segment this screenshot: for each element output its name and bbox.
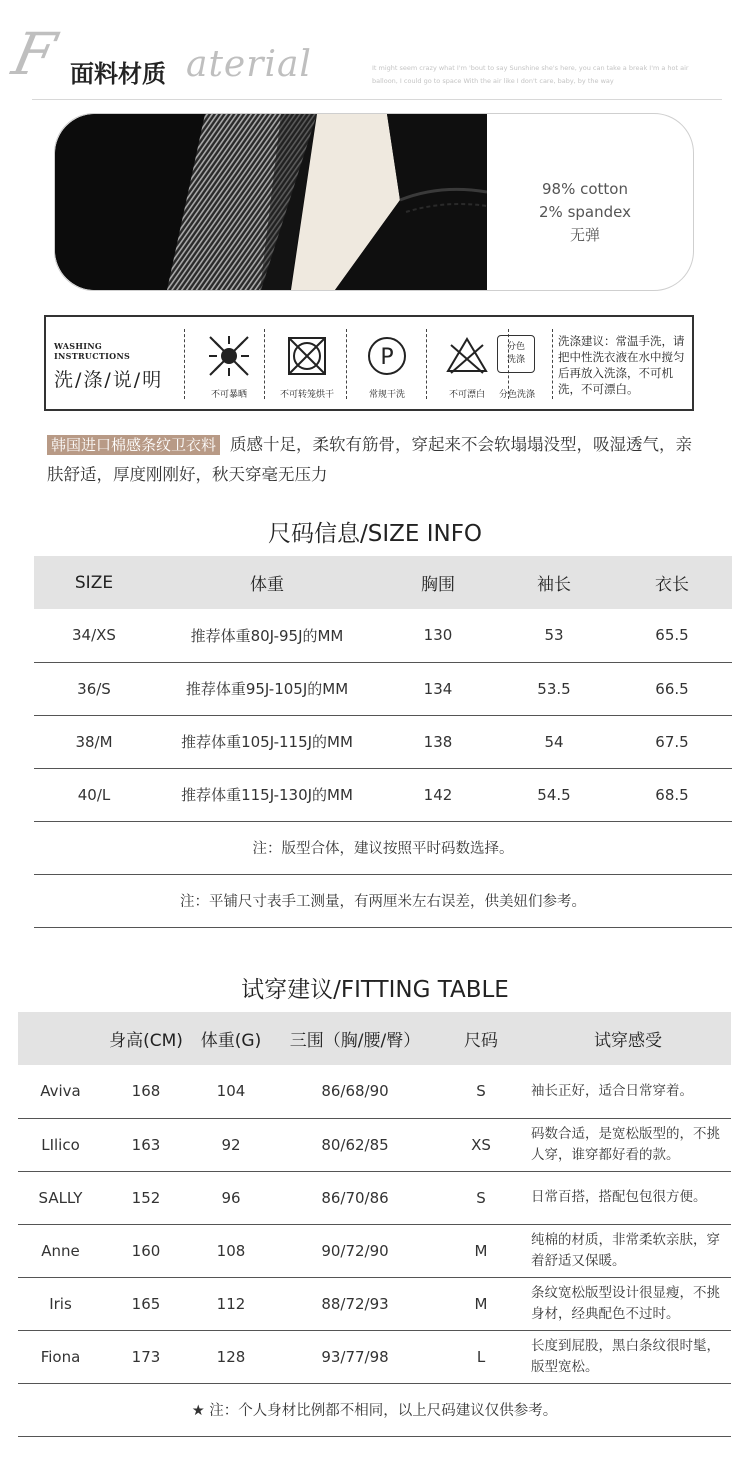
cell: Iris bbox=[18, 1277, 103, 1330]
col-header: 体重(G) bbox=[189, 1012, 273, 1065]
table-row bbox=[18, 1171, 731, 1224]
description-text: 质感十足，柔软有筋骨，穿起来不会软塌塌没型，吸湿透气，亲肤舒适，厚度刚刚好，秋天穿毫无压力 bbox=[47, 435, 693, 484]
cell: 34/XS bbox=[34, 609, 154, 662]
cell: 168 bbox=[103, 1065, 189, 1118]
wash-separately-icon bbox=[497, 335, 535, 373]
fitting-table bbox=[18, 1012, 731, 1437]
cell: 90/72/90 bbox=[273, 1224, 437, 1277]
fabric-composition bbox=[515, 178, 655, 247]
no-sun-drying-icon bbox=[206, 333, 252, 379]
divider bbox=[346, 329, 347, 399]
fabric-panel bbox=[54, 113, 694, 291]
table-row bbox=[18, 1118, 731, 1171]
cell: 88/72/93 bbox=[273, 1277, 437, 1330]
divider bbox=[184, 329, 185, 399]
cell: 66.5 bbox=[612, 662, 732, 715]
cell: 173 bbox=[103, 1330, 189, 1383]
cell: 日常百搭，搭配包包很方便。 bbox=[525, 1171, 731, 1224]
cell: 推荐体重80J-95J的MM bbox=[154, 609, 380, 662]
divider bbox=[264, 329, 265, 399]
size-table bbox=[34, 556, 732, 928]
fitting-note: ★ 注：个人身材比例都不相同，以上尺码建议仅供参考。 bbox=[18, 1383, 731, 1436]
script-word: aterial bbox=[186, 44, 312, 85]
washing-title-cn: 洗/涤/说/明 bbox=[54, 369, 164, 391]
cell: 纯棉的材质，非常柔软亲肤，穿着舒适又保暖。 bbox=[525, 1224, 731, 1277]
wash-item-dryclean bbox=[350, 331, 424, 403]
wash-label: 分色洗涤 bbox=[498, 390, 535, 400]
cell: 152 bbox=[103, 1171, 189, 1224]
table-row bbox=[18, 1330, 731, 1383]
cell: 142 bbox=[380, 768, 496, 821]
header-divider bbox=[32, 99, 722, 100]
cell: 袖长正好，适合日常穿着。 bbox=[525, 1065, 731, 1118]
fabric-photo bbox=[55, 114, 487, 290]
col-header: 体重 bbox=[154, 556, 380, 609]
cell: 165 bbox=[103, 1277, 189, 1330]
cell: 40/L bbox=[34, 768, 154, 821]
table-row bbox=[34, 609, 732, 662]
cell: LIlico bbox=[18, 1118, 103, 1171]
cell: SALLY bbox=[18, 1171, 103, 1224]
header bbox=[0, 0, 750, 105]
cell: 53.5 bbox=[496, 662, 612, 715]
wash-label: 不可漂白 bbox=[448, 390, 485, 400]
note-row bbox=[34, 874, 732, 927]
size-note: 注：平铺尺寸表手工测量，有两厘米左右误差，供美妞们参考。 bbox=[34, 874, 732, 927]
cell: 65.5 bbox=[612, 609, 732, 662]
col-header: 三围（胸/腰/臀） bbox=[273, 1012, 437, 1065]
cell: 67.5 bbox=[612, 715, 732, 768]
fitting-title: 试穿建议/FITTING TABLE bbox=[241, 977, 509, 1003]
cell: 96 bbox=[189, 1171, 273, 1224]
cell: 长度到屁股，黑白条纹很时髦，版型宽松。 bbox=[525, 1330, 731, 1383]
table-row bbox=[18, 1224, 731, 1277]
section-title-material: 面料材质 bbox=[70, 60, 166, 88]
cell: 163 bbox=[103, 1118, 189, 1171]
fitting-table-header bbox=[18, 1012, 731, 1065]
table-row bbox=[34, 768, 732, 821]
cell: M bbox=[437, 1224, 525, 1277]
washing-title-en: WASHING INSTRUCTIONS bbox=[54, 341, 131, 361]
cell: 104 bbox=[189, 1065, 273, 1118]
cell: 138 bbox=[380, 715, 496, 768]
cell: 推荐体重115J-130J的MM bbox=[154, 768, 380, 821]
composition-cotton: 98% cotton bbox=[542, 180, 628, 198]
cell: 68.5 bbox=[612, 768, 732, 821]
divider bbox=[426, 329, 427, 399]
cell: Fiona bbox=[18, 1330, 103, 1383]
cell: L bbox=[437, 1330, 525, 1383]
col-header: 试穿感受 bbox=[525, 1012, 731, 1065]
badge-line: 分色 bbox=[506, 342, 525, 352]
cell: 130 bbox=[380, 609, 496, 662]
size-table-header bbox=[34, 556, 732, 609]
note-row bbox=[34, 821, 732, 874]
divider bbox=[552, 329, 553, 399]
col-header: 袖长 bbox=[496, 556, 612, 609]
col-header: 胸围 bbox=[380, 556, 496, 609]
fabric-tag: 韩国进口棉感条纹卫衣料 bbox=[47, 435, 220, 455]
cell: S bbox=[437, 1171, 525, 1224]
cell: 54.5 bbox=[496, 768, 612, 821]
col-header: 身高(CM) bbox=[103, 1012, 189, 1065]
fabric-description bbox=[47, 430, 702, 489]
size-info-title: 尺码信息/SIZE INFO bbox=[267, 521, 483, 547]
cell: Aviva bbox=[18, 1065, 103, 1118]
cell: XS bbox=[437, 1118, 525, 1171]
cell: 92 bbox=[189, 1118, 273, 1171]
col-header bbox=[18, 1012, 103, 1065]
cell: 36/S bbox=[34, 662, 154, 715]
washing-advice: 洗涤建议：常温手洗，请把中性洗衣液在水中搅匀后再放入洗涤，不可机洗，不可漂白。 bbox=[558, 334, 685, 396]
size-note: 注：版型合体，建议按照平时码数选择。 bbox=[34, 821, 732, 874]
header-decor-text: It might seem crazy what I'm 'bout to say Sunshine she's here, you can take a break I'm a hot air balloon, I could go to space With the air like I don't care, baby, by the way bbox=[372, 64, 689, 85]
cell: 112 bbox=[189, 1277, 273, 1330]
washing-title bbox=[54, 341, 180, 392]
dry-clean-p-icon bbox=[364, 333, 410, 379]
cell: M bbox=[437, 1277, 525, 1330]
col-header: SIZE bbox=[34, 556, 154, 609]
cell: 条纹宽松版型设计很显瘦，不挑身材，经典配色不过时。 bbox=[525, 1277, 731, 1330]
cell: 108 bbox=[189, 1224, 273, 1277]
table-row bbox=[34, 662, 732, 715]
table-row bbox=[18, 1277, 731, 1330]
cell: 38/M bbox=[34, 715, 154, 768]
wash-item-tumble bbox=[270, 331, 344, 403]
cell: 128 bbox=[189, 1330, 273, 1383]
fabric-image bbox=[55, 114, 487, 290]
cell: 160 bbox=[103, 1224, 189, 1277]
table-row bbox=[34, 715, 732, 768]
wash-label: 不可转笼烘干 bbox=[279, 390, 334, 400]
badge-line: 洗涤 bbox=[506, 355, 525, 365]
wash-item-separate bbox=[480, 331, 554, 403]
col-header: 尺码 bbox=[437, 1012, 525, 1065]
composition-spandex: 2% spandex bbox=[539, 203, 631, 221]
cell: 54 bbox=[496, 715, 612, 768]
cell: Anne bbox=[18, 1224, 103, 1277]
elasticity: 无弹 bbox=[569, 226, 600, 244]
wash-item-sun bbox=[192, 331, 266, 403]
wash-label: 常规干洗 bbox=[368, 390, 405, 400]
table-row bbox=[18, 1065, 731, 1118]
col-header: 衣长 bbox=[612, 556, 732, 609]
cell: 码数合适，是宽松版型的，不挑人穿，谁穿都好看的款。 bbox=[525, 1118, 731, 1171]
cell: 93/77/98 bbox=[273, 1330, 437, 1383]
cell: 86/68/90 bbox=[273, 1065, 437, 1118]
svg-text:P: P bbox=[380, 345, 394, 370]
washing-instructions bbox=[44, 315, 694, 411]
cell: 推荐体重105J-115J的MM bbox=[154, 715, 380, 768]
cell: 推荐体重95J-105J的MM bbox=[154, 662, 380, 715]
cell: S bbox=[437, 1065, 525, 1118]
no-tumble-dry-icon bbox=[284, 333, 330, 379]
note-row bbox=[18, 1383, 731, 1436]
script-initial: F bbox=[6, 20, 62, 88]
wash-label: 不可暴晒 bbox=[210, 390, 247, 400]
cell: 86/70/86 bbox=[273, 1171, 437, 1224]
cell: 53 bbox=[496, 609, 612, 662]
cell: 80/62/85 bbox=[273, 1118, 437, 1171]
cell: 134 bbox=[380, 662, 496, 715]
